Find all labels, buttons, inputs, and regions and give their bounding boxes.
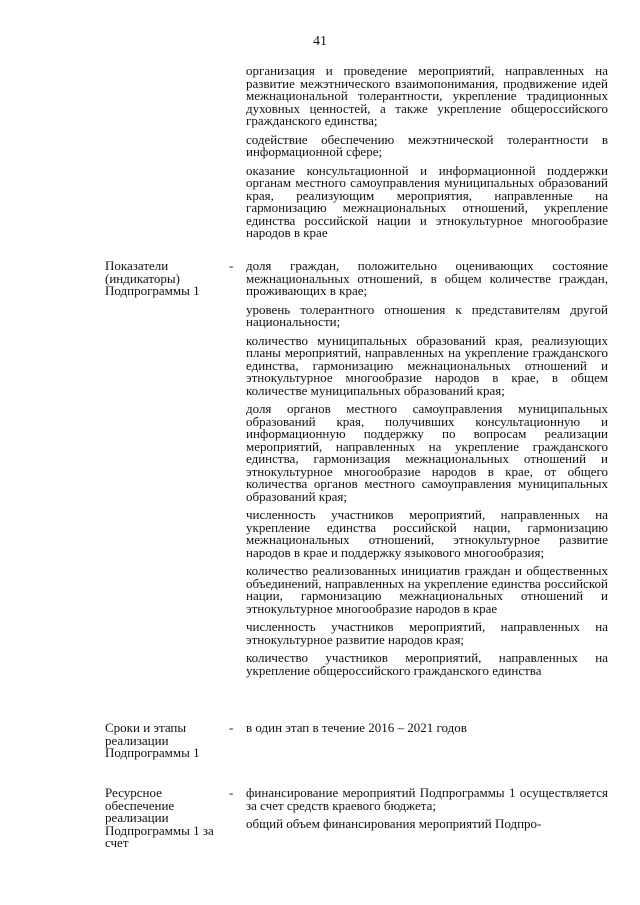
timeline-paragraph: в один этап в течение 2016 – 2021 годов <box>246 720 467 735</box>
row-dash: - <box>229 785 234 800</box>
intro-block <box>246 65 608 246</box>
indicator-paragraph: доля органов местного самоуправления муниципальных образований края, получивших консультационную и информационную поддержку по вопросам реализации мероприятий, направленных на укрепление гражданского единства, гармонизация межнациональных отношений и этнокультурное многообразие народов в крае, от общего количества органов местного самоуправления муниципальных образований края; <box>246 401 608 504</box>
row-label: Сроки и этапы реализации Подпрограммы 1 <box>105 720 200 760</box>
indicator-paragraph: количество муниципальных образований края, реализующих планы мероприятий, направленных на укрепление гражданского единства, гармонизацию межнациональных отношений и этнокультурное многообразие народов в крае, в общем количестве муниципальных образований края; <box>246 332 608 398</box>
row-dash: - <box>229 258 234 273</box>
row-label: Ресурсное обеспечение реализации Подпрограммы 1 за счет <box>105 785 214 850</box>
intro-paragraph: содействие обеспечению межэтнической толерантности в информационной сфере; <box>246 131 608 159</box>
row-content <box>246 787 608 837</box>
indicator-paragraph: численность участников мероприятий, направленных на этнокультурное развитие народов края; <box>246 619 608 647</box>
page-number: 41 <box>313 34 327 49</box>
indicator-paragraph: количество реализованных инициатив граждан и общественных объединений, направленных на укрепление единства российской нации, гармонизацию межнациональных отношений и этнокультурное многообразие народов в крае <box>246 563 608 616</box>
resources-paragraph: финансирование мероприятий Подпрограммы 1 осуществляется за счет средств краевого бюджета; <box>246 785 608 813</box>
resources-paragraph: общий объем финансирования мероприятий Подпро- <box>246 816 542 831</box>
intro-paragraph: оказание консультационной и информационной поддержки органам местного самоуправления муниципальных образований края, реализующим мероприятия, направленные на гармонизацию межнациональных отношений, укрепление единства российской нации и этнокультурное многообразие народов в крае <box>246 162 608 240</box>
row-dash: - <box>229 720 234 735</box>
row-content <box>246 722 608 741</box>
row-content <box>246 260 608 683</box>
indicator-paragraph: количество участников мероприятий, направленных на укрепление общероссийского гражданского единства <box>246 650 608 678</box>
indicator-paragraph: уровень толерантного отношения к представителям другой национальности; <box>246 301 608 329</box>
indicator-paragraph: доля граждан, положительно оценивающих состояние межнациональных отношений, в общем количестве граждан, проживающих в крае; <box>246 258 608 298</box>
indicator-paragraph: численность участников мероприятий, направленных на укрепление единства российской нации, гармонизацию межнациональных отношений, этнокультурное развитие народов в крае и поддержку языкового многообразия; <box>246 507 608 560</box>
intro-paragraph: организация и проведение мероприятий, направленных на развитие межэтнического взаимопонимания, продвижение идей межнациональной толерантности, укрепление традиционных духовных ценностей, а также укрепление общероссийского гражданского единства; <box>246 63 608 128</box>
row-label: Показатели (индикаторы) Подпрограммы 1 <box>105 258 200 298</box>
